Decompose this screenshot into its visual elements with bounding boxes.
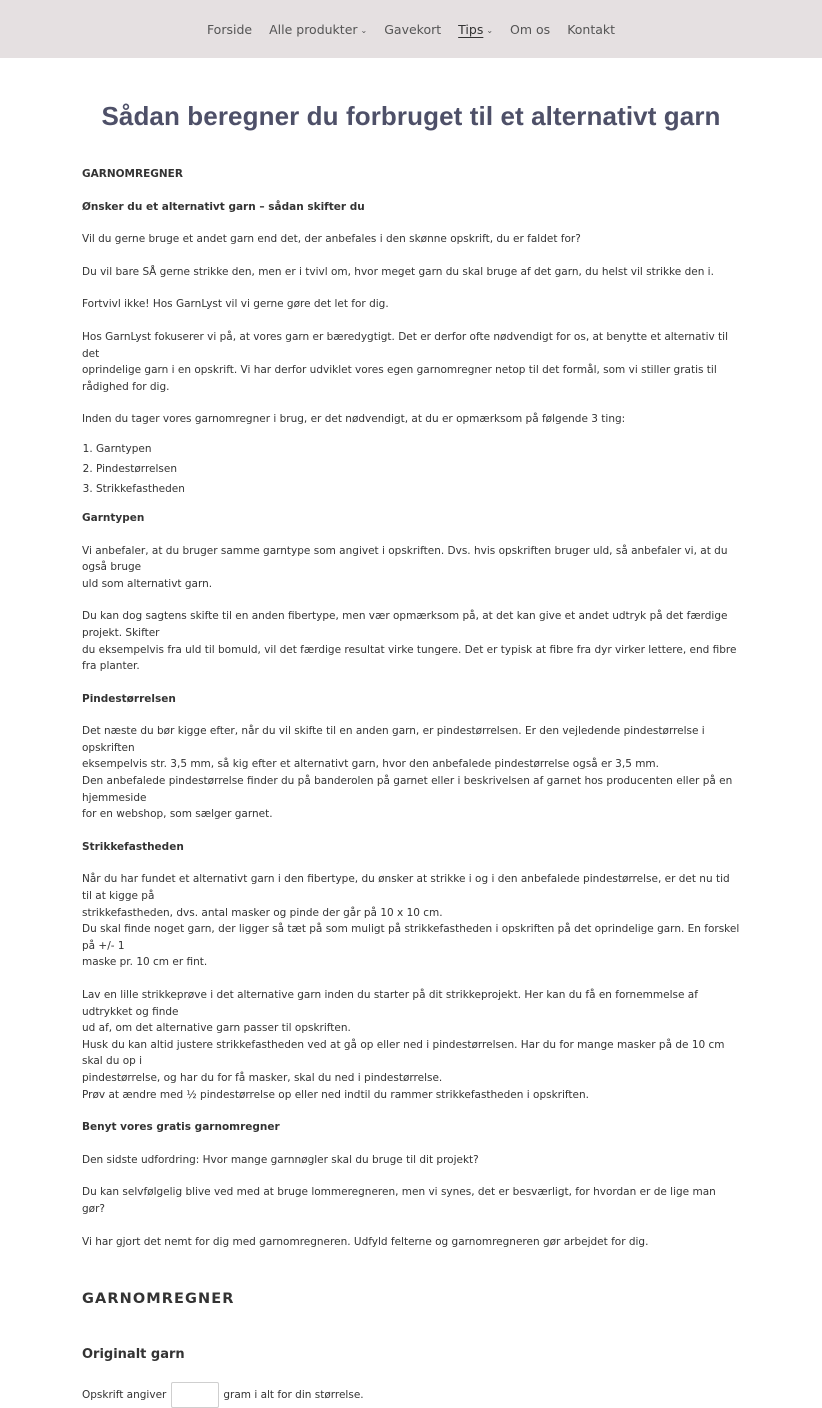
intro-subheading: Ønsker du et alternativt garn – sådan skifter du (82, 200, 365, 213)
paragraph: Du vil bare SÅ gerne strikke den, men er i tvivl om, hvor meget garn du skal bruge af det garn, du helst vil strikke den i. (82, 265, 714, 278)
article-body (82, 166, 740, 1250)
line: Prøv at ændre med ½ pindestørrelse op eller ned indtil du rammer strikkefastheden i opskriften. (82, 1088, 589, 1101)
line: Du kan dog sagtens skifte til en anden fibertype, men vær opmærksom på, at det kan give et andet udtryk på det færdige projekt. Skifter (82, 610, 728, 639)
line: Det næste du bør kigge efter, når du vil skifte til en anden garn, er pindestørrelsen. Er den vejledende pindestørrelse i opskriften (82, 725, 705, 754)
chevron-down-icon: ⌄ (360, 25, 368, 35)
paragraph (82, 543, 740, 593)
intro-heading: GARNOMREGNER (82, 168, 183, 180)
line: strikkefastheden, dvs. antal masker og pinde der går på 10 x 10 cm. (82, 906, 443, 919)
nav-item-tips[interactable] (458, 22, 493, 37)
list-item: 3. Strikkefastheden (96, 479, 740, 499)
grams-input[interactable] (171, 1382, 219, 1408)
nav-item-om-os[interactable] (510, 22, 550, 37)
line: maske pr. 10 cm er fint. (82, 956, 208, 969)
nav-label: Tips (458, 21, 484, 37)
line: oprindelige garn i en opskrift. Vi har derfor udviklet vores egen garnomregner netop til det formål, som vi stiller gratis til rådighed for dig. (82, 364, 717, 393)
original-yarn-heading: Originalt garn (82, 1347, 185, 1363)
nav-label: Om os (510, 21, 551, 37)
nav-label: Kontakt (567, 21, 616, 37)
nav-label: Gavekort (384, 21, 442, 37)
line: Lav en lille strikkeprøve i det alternative garn inden du starter på dit strikkeprojekt. Her kan du få en fornemmelse af udtrykket og finde (82, 989, 698, 1018)
paragraph: Du kan selvfølgelig blive ved med at bruge lommeregneren, men vi synes, det er besværligt, for hvordan er de lige man gør? (82, 1186, 716, 1215)
line: uld som alternativt garn. (82, 577, 213, 590)
section-heading: Pindestørrelsen (82, 692, 176, 705)
paragraph: Fortvivl ikke! Hos GarnLyst vil vi gerne gøre det let for dig. (82, 298, 389, 311)
list-item: 2. Pindestørrelsen (96, 459, 740, 479)
page-title: Sådan beregner du forbruget til et alternativt garn (101, 101, 721, 131)
paragraph: Den sidste udfordring: Hvor mange garnnøgler skal du bruge til dit projekt? (82, 1153, 479, 1166)
nav-item-forside[interactable] (207, 22, 252, 37)
yarn-calculator (82, 1291, 740, 1408)
line: ud af, om det alternative garn passer til opskriften. (82, 1022, 351, 1035)
section-heading: Benyt vores gratis garnomregner (82, 1121, 280, 1134)
line: for en webshop, som sælger garnet. (82, 808, 273, 821)
paragraph (82, 871, 740, 971)
checklist (82, 439, 740, 499)
line: pindestørrelse, og har du for få masker, skal du ned i pindestørrelse. (82, 1071, 443, 1084)
line: Vi anbefaler, at du bruger samme garntype som angivet i opskriften. Dvs. hvis opskriften bruger uld, så anbefaler vi, at du også bruge (82, 544, 728, 574)
grams-row (82, 1382, 740, 1408)
line: eksempelvis str. 3,5 mm, så kig efter et alternativt garn, hvor den anbefalede pindestørrelse også er 3,5 mm. (82, 758, 660, 771)
article-page (0, 58, 822, 1408)
line: Hos GarnLyst fokuserer vi på, at vores garn er bæredygtigt. Det er derfor ofte nødvendigt for os, at benytte et alternativ til det (82, 330, 729, 360)
line: Når du har fundet et alternativt garn i den fibertype, du ønsker at strikke i og i den anbefalede pindestørrelse, er det nu tid til at kigge på (82, 873, 730, 903)
line: du eksempelvis fra uld til bomuld, vil det færdige resultat virke tungere. Det er typisk at fibre fra dyr virker lettere, end fibre fra planter. (82, 643, 737, 673)
list-item: 1. Garntypen (96, 439, 740, 459)
top-navigation (0, 0, 822, 58)
paragraph (82, 329, 740, 395)
nav-item-alle-produkter[interactable] (269, 22, 367, 37)
grams-prefix: Opskrift angiver (82, 1389, 167, 1402)
paragraph (82, 608, 740, 674)
calculator-heading: GARNOMREGNER (82, 1291, 235, 1308)
nav-item-kontakt[interactable] (567, 22, 615, 37)
grams-suffix: gram i alt for din størrelse. (223, 1389, 364, 1402)
paragraph: Inden du tager vores garnomregner i brug, er det nødvendigt, at du er opmærksom på følgende 3 ting: (82, 413, 626, 426)
chevron-down-icon: ⌄ (486, 25, 494, 35)
line: Husk du kan altid justere strikkefastheden ved at gå op eller ned i pindestørrelsen. Har du for mange masker på de 10 cm skal du op i (82, 1038, 725, 1068)
line: Den anbefalede pindestørrelse finder du på banderolen på garnet eller i beskrivelsen af garnet hos producenten eller på en hjemmeside (82, 775, 733, 804)
paragraph: Vi har gjort det nemt for dig med garnomregneren. Udfyld felterne og garnomregneren gør arbejdet for dig. (82, 1235, 649, 1248)
section-heading: Garntypen (82, 511, 145, 524)
paragraph: Vil du gerne bruge et andet garn end det, der anbefales i den skønne opskrift, du er faldet for? (82, 233, 581, 246)
nav-label: Forside (206, 21, 253, 37)
nav-label: Alle produkter (269, 21, 358, 37)
paragraph (82, 723, 740, 823)
line: Du skal finde noget garn, der ligger så tæt på som muligt på strikkefastheden i opskriften på det oprindelige garn. En forskel på +/- 1 (82, 923, 740, 952)
paragraph (82, 987, 740, 1103)
section-heading: Strikkefastheden (82, 840, 184, 853)
nav-item-gavekort[interactable] (384, 22, 441, 37)
